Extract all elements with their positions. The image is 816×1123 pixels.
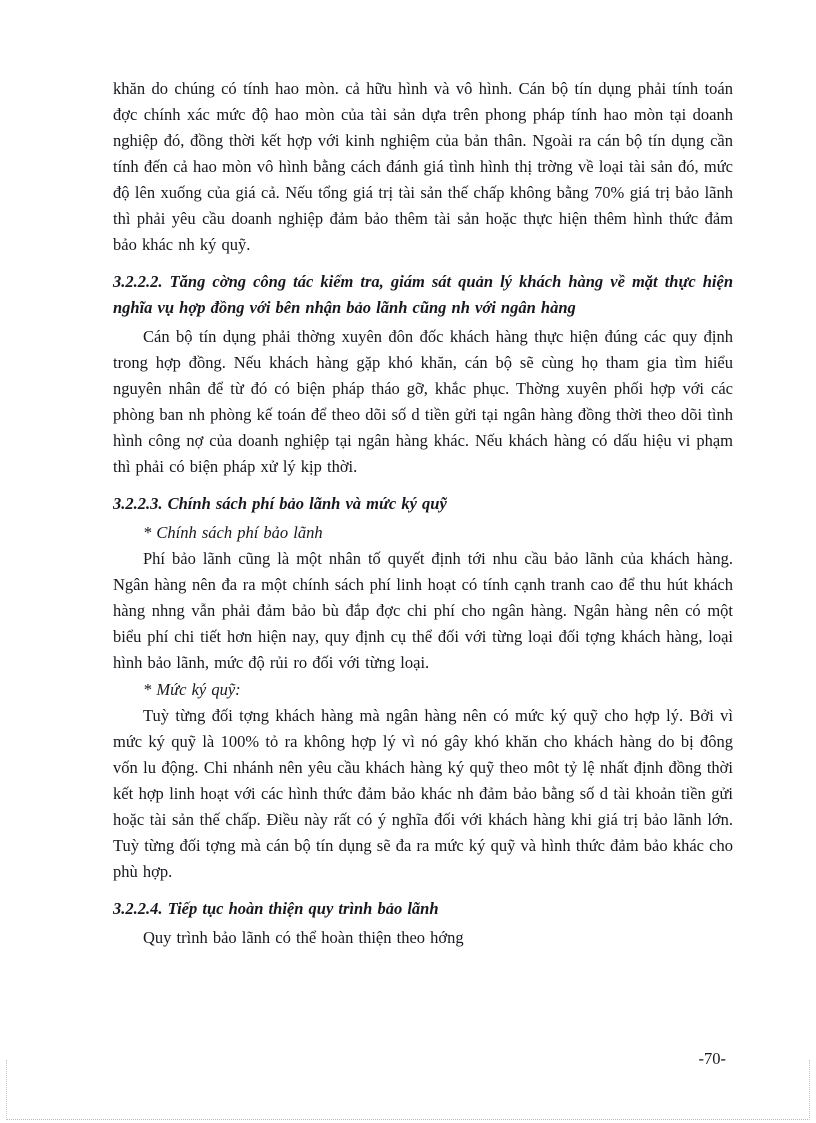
- paragraph: Quy trình bảo lãnh có thể hoàn thiện theo hớng: [143, 928, 464, 947]
- scan-edge-artifact-right: [809, 1060, 810, 1120]
- scan-edge-artifact-bottom: [6, 1119, 810, 1120]
- section-heading-3-2-2-3: 3.2.2.3. Chính sách phí bảo lãnh và mức ký quỹ: [113, 494, 447, 513]
- star-subitem-fee-policy: * Chính sách phí bảo lãnh: [143, 523, 323, 542]
- section-heading-3-2-2-4: 3.2.2.4. Tiếp tục hoàn thiện quy trình bảo lãnh: [113, 899, 439, 918]
- paragraph: Tuỳ từng đối tợng khách hàng mà ngân hàng nên có mức ký quỹ cho hợp lý. Bởi vì mức ký quỹ là 100% tỏ ra không hợp lý vì nó gây khó khăn cho khách hàng do bị đông vốn lu động. Chi nhánh nên yêu cầu khách hàng ký quỹ theo môt tỷ lệ nhất định đồng thời kết hợp linh hoạt với các hình thức đảm bảo khác nh đảm bảo bằng số d tài khoản tiền gửi hoặc tài sản thế chấp. Điều này rất có ý nghĩa đối với khách hàng khi giá trị bảo lãnh lớn. Tuỳ từng đối tợng mà cán bộ tín dụng sẽ đa ra mức ký quỹ và hình thức đảm bảo khác cho phù hợp.: [113, 706, 733, 881]
- page-content: [113, 76, 733, 951]
- section-heading-3-2-2-2: 3.2.2.2. Tăng cờng công tác kiểm tra, giám sát quản lý khách hàng về mặt thực hiện nghĩa vụ hợp đồng với bên nhận bảo lãnh cũng nh với ngân hàng: [113, 272, 733, 317]
- paragraph: Cán bộ tín dụng phải thờng xuyên đôn đốc khách hàng thực hiện đúng các quy định trong hợp đồng. Nếu khách hàng gặp khó khăn, cán bộ sẽ cùng họ tham gia tìm hiểu nguyên nhân để từ đó có biện pháp tháo gỡ, khắc phục. Thờng xuyên phối hợp với các phòng ban nh phòng kế toán để theo dõi số d tiền gửi tại ngân hàng đồng thời theo dõi tình hình công nợ của doanh nghiệp tại ngân hàng khác. Nếu khách hàng có dấu hiệu vi phạm thì phải có biện pháp xử lý kịp thời.: [113, 327, 733, 476]
- scan-edge-artifact-left: [6, 1060, 7, 1120]
- star-subitem-deposit-level: * Mức ký quỹ:: [143, 680, 241, 699]
- page-number: -70-: [698, 1049, 726, 1068]
- paragraph: Phí bảo lãnh cũng là một nhân tố quyết định tới nhu cầu bảo lãnh của khách hàng. Ngân hàng nên đa ra một chính sách phí linh hoạt có tính cạnh tranh cao để thu hút khách hàng nhng vẫn phải đảm bảo bù đắp đợc chi phí cho ngân hàng. Ngân hàng nên có một biểu phí chi tiết hơn hiện nay, quy định cụ thể đối với từng loại đối tợng khách hàng, loại hình bảo lãnh, mức độ rủi ro đối với từng loại.: [113, 549, 733, 672]
- paragraph-continued: khăn do chúng có tính hao mòn. cả hữu hình và vô hình. Cán bộ tín dụng phải tính toán đợc chính xác mức độ hao mòn của tài sản dựa trên phong pháp tính hao mòn tại doanh nghiệp đó, đồng thời kết hợp với kinh nghiệm của bản thân. Ngoài ra cán bộ tín dụng cần tính đến cả hao mòn vô hình bằng cách đánh giá tình hình thị trờng về loại tài sản đó, mức độ lên xuống của giá cả. Nếu tổng giá trị tài sản thế chấp không bằng 70% giá trị bảo lãnh thì phải yêu cầu doanh nghiệp đảm bảo thêm tài sản hoặc thực hiện thêm hình thức đảm bảo khác nh ký quỹ.: [113, 79, 733, 254]
